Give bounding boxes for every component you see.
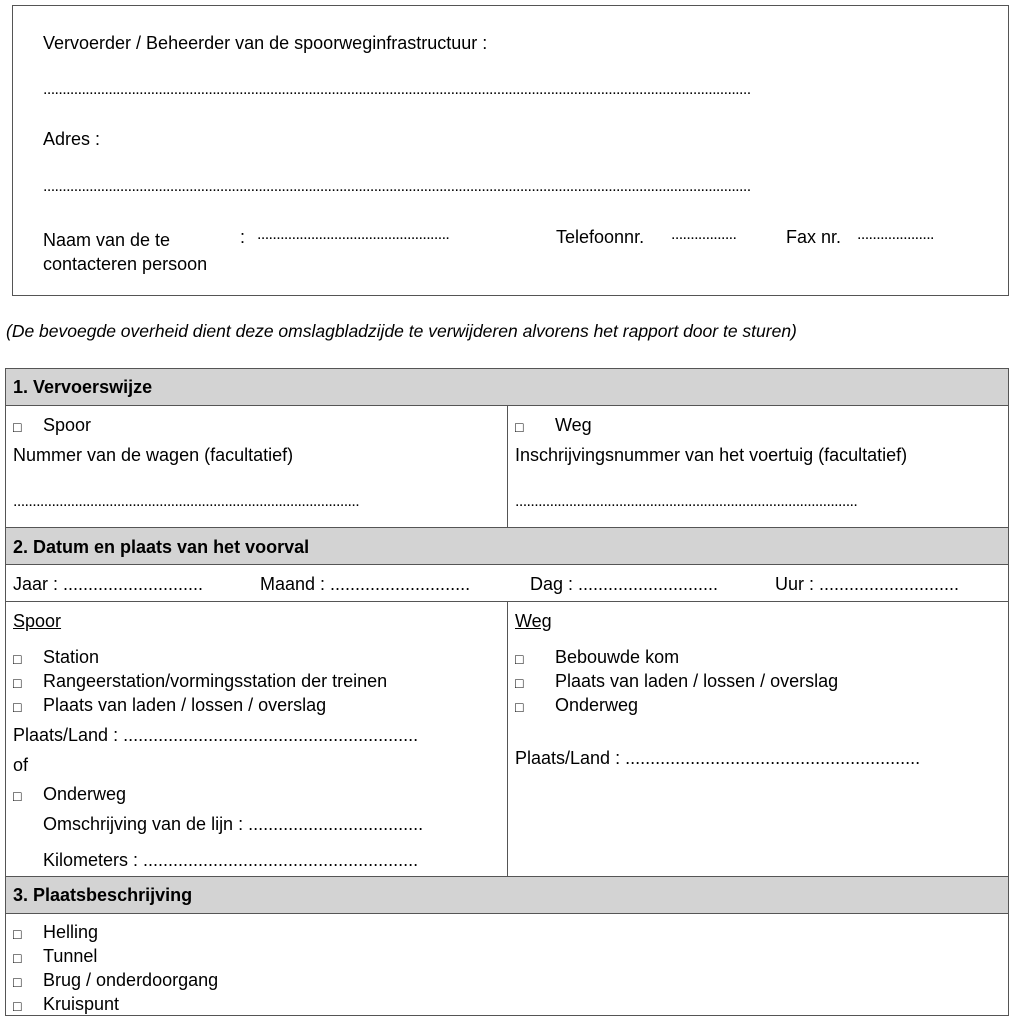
rail-option-label: Spoor (43, 415, 92, 435)
section3-title: 3. Plaatsbeschrijving (13, 885, 193, 905)
rail-place-field[interactable]: Plaats/Land : ........................................................... (13, 725, 419, 745)
option-built-up-area: Bebouwde kom (555, 647, 680, 667)
checkbox-built-up-area[interactable]: □ (515, 651, 524, 667)
month-field[interactable]: Maand : ............................ (260, 574, 471, 594)
fax-field[interactable]: .................... (857, 226, 934, 243)
checkbox-marshalling-yard[interactable]: □ (13, 675, 22, 691)
road-place-field[interactable]: Plaats/Land : ........................................................... (515, 748, 921, 768)
day-field[interactable]: Dag : ............................ (530, 574, 719, 594)
vehicle-registration-field[interactable]: ......................................................................................... (515, 493, 858, 510)
option-tunnel: Tunnel (43, 946, 98, 966)
checkbox-rail-enroute[interactable]: □ (13, 788, 22, 804)
section1-title: 1. Vervoerswijze (13, 377, 153, 397)
removal-note: (De bevoegde overheid dient deze omslagbladzijde te verwijderen alvorens het rapport door te sturen) (6, 321, 797, 341)
checkbox-rail[interactable]: □ (13, 419, 22, 435)
hour-field[interactable]: Uur : ............................ (775, 574, 960, 594)
section2-title: 2. Datum en plaats van het voorval (13, 537, 310, 557)
address-field[interactable]: ........................................................................................................................................................................................ (43, 178, 751, 195)
option-crossing: Kruispunt (43, 994, 120, 1014)
checkbox-bridge[interactable]: □ (13, 974, 22, 990)
contact-label (43, 228, 207, 276)
checkbox-road-enroute[interactable]: □ (515, 699, 524, 715)
section1-header (5, 368, 1009, 406)
checkbox-road-loading[interactable]: □ (515, 675, 524, 691)
line-description-field[interactable]: Omschrijving van de lijn : ................................... (43, 814, 424, 834)
wagon-number-field[interactable]: .......................................................................................... (13, 493, 360, 510)
contact-field[interactable]: .................................................. (257, 226, 450, 243)
carrier-field[interactable]: ........................................................................................................................................................................................ (43, 81, 751, 98)
contact-colon: : (240, 227, 246, 247)
contact-label-line2: contacteren persoon (43, 254, 208, 274)
option-road-enroute: Onderweg (555, 695, 639, 715)
phone-label: Telefoonnr. (556, 227, 645, 247)
contact-label-line1: Naam van de te (43, 230, 171, 250)
option-station: Station (43, 647, 100, 667)
option-rail-enroute: Onderweg (43, 784, 127, 804)
fax-label: Fax nr. (786, 227, 842, 247)
carrier-label: Vervoerder / Beheerder van de spoorweginfrastructuur : (43, 33, 488, 53)
kilometers-field[interactable]: Kilometers : ....................................................... (43, 850, 419, 870)
option-rail-loading: Plaats van laden / lossen / overslag (43, 695, 327, 715)
checkbox-slope[interactable]: □ (13, 926, 22, 942)
option-road-loading: Plaats van laden / lossen / overslag (555, 671, 839, 691)
option-bridge: Brug / onderdoorgang (43, 970, 219, 990)
wagon-number-label: Nummer van de wagen (facultatief) (13, 445, 294, 465)
rail-heading: Spoor (13, 611, 62, 631)
road-heading: Weg (515, 611, 552, 631)
phone-field[interactable]: ................. (671, 226, 737, 243)
checkbox-rail-loading[interactable]: □ (13, 699, 22, 715)
or-text: of (13, 755, 29, 775)
year-field[interactable]: Jaar : ............................ (13, 574, 204, 594)
option-marshalling-yard: Rangeerstation/vormingsstation der treinen (43, 671, 388, 691)
checkbox-tunnel[interactable]: □ (13, 950, 22, 966)
section2-divider (507, 601, 508, 876)
checkbox-crossing[interactable]: □ (13, 998, 22, 1014)
road-option-label: Weg (555, 415, 592, 435)
address-label: Adres : (43, 129, 101, 149)
checkbox-station[interactable]: □ (13, 651, 22, 667)
checkbox-road[interactable]: □ (515, 419, 524, 435)
option-slope: Helling (43, 922, 99, 942)
vehicle-registration-label: Inschrijvingsnummer van het voertuig (facultatief) (515, 445, 908, 465)
section1-divider (507, 406, 508, 527)
